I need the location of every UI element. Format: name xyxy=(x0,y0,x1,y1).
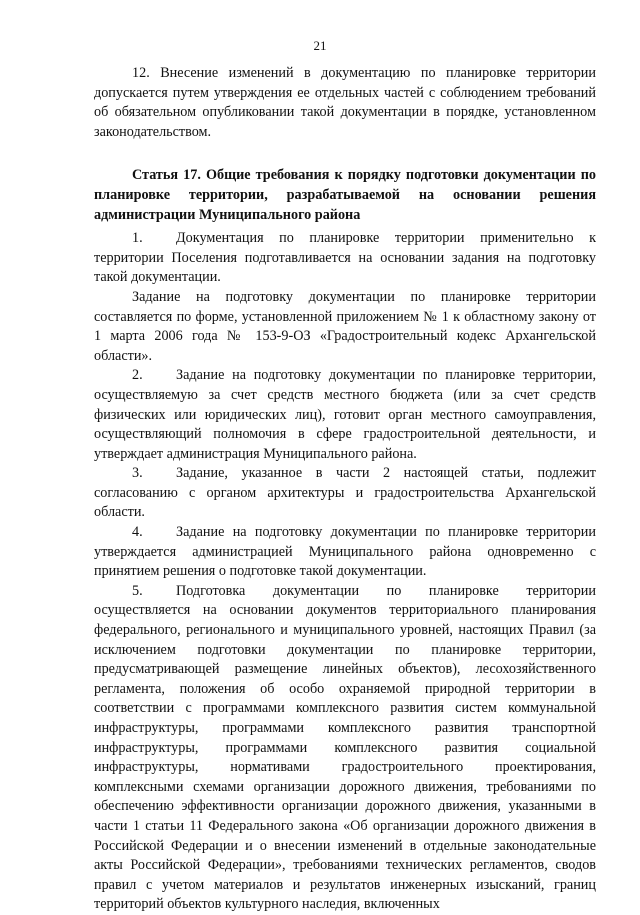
item-number: 1. xyxy=(132,230,143,247)
article-item-3 xyxy=(94,464,596,523)
item-text: Задание на подготовку документации по планировке территории, осуществляемую за счет средств местного бюджета (или за счет средств физических или юридических лиц), готовит орган местного самоуправления, осуществляющий полномочия в сфере градостроительной деятельности, и утверждает администрация Муниципального района. xyxy=(94,367,596,462)
item-number: 4. xyxy=(132,524,143,541)
item-text: Подготовка документации по планировке территории осуществляется на основании документов территориального планирования федерального, регионального и муниципального уровней, настоящих Правил (за исключением подготовки документации по планировке территории, предусматривающей размещение линейных объектов), лесохозяйственного регламента, положения об особо охраняемой природной территории в соответствии с программами комплексного развития систем коммунальной инфраструктуры, программами комплексного развития транспортной инфраструктуры, программами комплексного развития социальной инфраструктуры, нормативами градостроительного проектирования, комплексными схемами организации дорожного движения, требованиями по обеспечению эффективности организации дорожного движения, указанными в части 1 статьи 11 Федерального закона «Об организации дорожного движения в Российской Федерации и о внесении изменений в отдельные законодательные акты Российской Федерации», требованиями технических регламентов, сводов правил с учетом материалов и результатов инженерных изысканий, границ территорий объектов культурного наследия, включенных xyxy=(94,582,596,913)
article-item-1 xyxy=(94,229,596,288)
paragraph-item-12: 12. Внесение изменений в документацию по планировке территории допускается путем утверждения ее отдельных частей с соблюдением требований об обязательном опубликовании такой документации в порядке, установленном законодательством. xyxy=(94,65,596,140)
article-item-4 xyxy=(94,523,596,582)
item-text: Задание на подготовку документации по планировке территории утверждается администрацией Муниципального района одновременно с принятием решения о подготовке такой документации. xyxy=(94,524,596,580)
page-number: 21 xyxy=(313,38,327,53)
item-number: 2. xyxy=(132,367,143,384)
article-heading: Статья 17. Общие требования к порядку подготовки документации по планировке территории, разрабатываемой на основании решения администрации Муниципального района xyxy=(94,167,596,223)
item-text: Задание, указанное в части 2 настоящей статьи, подлежит согласованию с органом архитектуры и градостроительства Архангельской области. xyxy=(94,465,596,521)
section-spacer xyxy=(94,142,596,166)
article-item-2 xyxy=(94,366,596,464)
item-number: 3. xyxy=(132,465,143,482)
document-body xyxy=(94,64,596,915)
item-number: 5. xyxy=(132,582,143,599)
article-item-5 xyxy=(94,582,596,915)
item-text: Документация по планировке территории применительно к территории Поселения подготавливается на основании задания на подготовку такой документации. xyxy=(94,230,596,286)
article-item-1-continuation: Задание на подготовку документации по планировке территории составляется по форме, установленной приложением № 1 к областному закону от 1 марта 2006 года № 153-9-ОЗ «Градостроительный кодекс Архангельской области». xyxy=(94,288,596,364)
